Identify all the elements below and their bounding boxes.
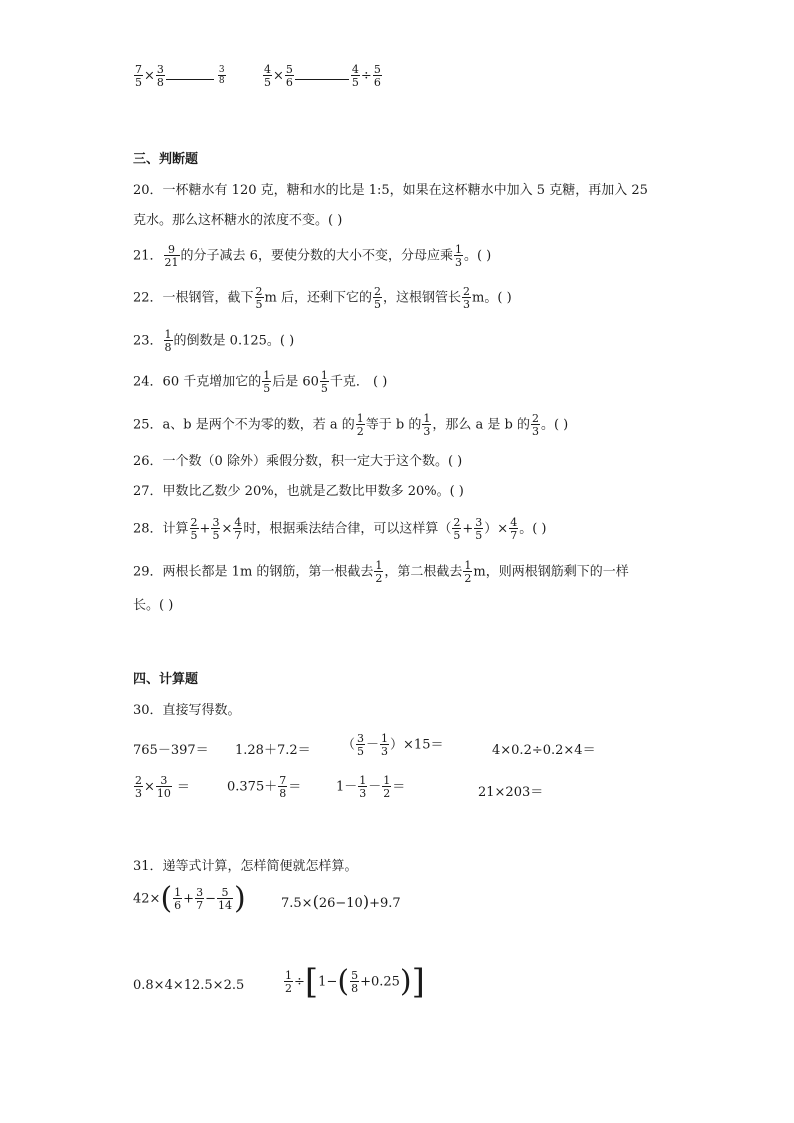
fraction: $\frac{2}{3}$ [531, 412, 539, 438]
fraction: $\frac{2}{5}$ [255, 285, 263, 311]
fraction: $\frac{1}{3}$ [423, 412, 431, 438]
calc-fraction-paren: （ $\frac{3}{5}$ － $\frac{1}{3}$ ）×15＝ [342, 732, 444, 758]
fraction: $\frac{1}{3}$ [381, 732, 389, 758]
question-22: 22．一根钢管，截下 $\frac{2}{5}$ m 后，还剩下它的 $\frac{2}{5}$ ，这根钢管长 $\frac{2}{3}$ m。( ) [133, 285, 512, 311]
fraction: $\frac{1}{5}$ [320, 369, 328, 395]
fraction: $\frac{3}{8}$ [156, 63, 164, 89]
fraction: $\frac{5}{8}$ [351, 969, 359, 995]
compare-expr-a: $\frac{7}{5}$ × $\frac{3}{8}$ $\frac{3}{8}$ [135, 63, 225, 89]
calc-0.375-plus: 0.375＋ $\frac{7}{8}$ ＝ [227, 774, 302, 800]
fraction: $\frac{3}{5}$ [357, 732, 365, 758]
question-31-title: 31．递等式计算，怎样简便就怎样算。 [133, 859, 358, 874]
question-30-title: 30．直接写得数。 [133, 703, 241, 718]
fraction: $\frac{3}{5}$ [475, 516, 483, 542]
calc-21x203: 21×203＝ [478, 785, 544, 800]
fraction: $\frac{1}{2}$ [383, 774, 391, 800]
calc-0.8x4x12.5x2.5: 0.8×4×12.5×2.5 [133, 978, 245, 993]
calc-2-3-times-3-10: $\frac{2}{3}$ × $\frac{3}{10}$ ＝ [135, 774, 190, 800]
fraction: $\frac{5}{6}$ [285, 63, 293, 89]
fraction: $\frac{1}{2}$ [285, 969, 292, 995]
answer-blank[interactable] [295, 79, 349, 80]
fraction: $\frac{7}{5}$ [135, 63, 142, 89]
fraction: $\frac{5}{6}$ [373, 63, 381, 89]
fraction: $\frac{1}{3}$ [359, 774, 367, 800]
fraction: $\frac{2}{3}$ [135, 774, 142, 800]
question-21: 21． $\frac{9}{21}$ 的分子减去 6，要使分数的大小不变，分母应乘 $\frac{1}{3}$ 。( ) [133, 243, 492, 269]
fraction: $\frac{7}{8}$ [279, 774, 287, 800]
fraction: $\frac{5}{14}$ [217, 886, 232, 912]
fraction: $\frac{2}{5}$ [453, 516, 461, 542]
fraction: $\frac{3}{5}$ [212, 516, 220, 542]
question-20-line2: 克水。那么这杯糖水的浓度不变。( ) [133, 213, 343, 228]
fraction: $\frac{1}{2}$ [464, 559, 472, 585]
fraction: $\frac{3}{8}$ [218, 65, 225, 86]
section-heading-calculation: 四、计算题 [133, 672, 199, 687]
calc-half-div-bracket: $\frac{1}{2}$ ÷[1−( $\frac{5}{8}$ +0.25)] [285, 962, 425, 1002]
fraction: $\frac{4}{7}$ [234, 516, 242, 542]
section-heading-judgment: 三、判断题 [133, 152, 199, 167]
fraction: $\frac{2}{3}$ [463, 285, 471, 311]
fraction: $\frac{3}{7}$ [196, 886, 204, 912]
fraction: $\frac{1}{6}$ [174, 886, 182, 912]
calc-1-minus-fractions: 1－ $\frac{1}{3}$ － $\frac{1}{2}$ ＝ [336, 774, 406, 800]
fraction: $\frac{1}{2}$ [356, 412, 364, 438]
fraction: $\frac{4}{7}$ [510, 516, 518, 542]
fraction: $\frac{9}{21}$ [164, 243, 179, 269]
question-23: 23． $\frac{1}{8}$ 的倒数是 0.125。( ) [133, 328, 295, 354]
question-20-line1: 20．一杯糖水有 120 克，糖和水的比是 1:5，如果在这杯糖水中加入 5 克糖，再加入 25 [133, 183, 648, 198]
question-27: 27．甲数比乙数少 20%，也就是乙数比甲数多 20%。( ) [133, 484, 464, 499]
answer-blank[interactable] [166, 79, 214, 80]
fraction: $\frac{3}{10}$ [156, 774, 171, 800]
question-29: 29．两根长都是 1m 的钢筋，第一根截去 $\frac{1}{2}$ ，第二根截去 $\frac{1}{2}$ m，则两根钢筋剩下的一样 [133, 559, 629, 585]
fraction: $\frac{1}{2}$ [375, 559, 383, 585]
compare-expr-b: $\frac{4}{5}$ × $\frac{5}{6}$ $\frac{4}{5}$ ÷ $\frac{5}{6}$ [264, 63, 381, 89]
fraction: $\frac{4}{5}$ [351, 63, 359, 89]
calc-42-times-paren: 42×( $\frac{1}{6}$ + $\frac{3}{7}$ − $\frac{5}{14}$ ) [133, 881, 246, 916]
question-25: 25．a、b 是两个不为零的数，若 a 的 $\frac{1}{2}$ 等于 b 的 $\frac{1}{3}$ ，那么 a 是 b 的 $\frac{2}{3}$ 。( ) [133, 412, 569, 438]
calc-4x0.2: 4×0.2÷0.2×4＝ [492, 743, 596, 758]
question-26: 26．一个数（0 除外）乘假分数，积一定大于这个数。( ) [133, 454, 463, 469]
fraction: $\frac{1}{5}$ [263, 369, 271, 395]
fraction: $\frac{1}{3}$ [454, 243, 462, 269]
fraction: $\frac{4}{5}$ [264, 63, 271, 89]
fraction: $\frac{2}{5}$ [374, 285, 382, 311]
question-28: 28．计算 $\frac{2}{5}$ + $\frac{3}{5}$ × $\frac{4}{7}$ 时，根据乘法结合律，可以这样算（ $\frac{2}{5}$ + $\frac{3}{5}$ ）× $\frac{4}{7}$ 。( ) [133, 516, 547, 542]
question-24: 24．60 千克增加它的 $\frac{1}{5}$ 后是 60 $\frac{1}{5}$ 千克． ( ) [133, 369, 388, 395]
fraction: $\frac{1}{8}$ [164, 328, 172, 354]
calc-1.28-7.2: 1.28＋7.2＝ [235, 743, 311, 758]
calc-765-397: 765－397＝ [133, 743, 209, 758]
fraction: $\frac{2}{5}$ [190, 516, 198, 542]
calc-7.5-times: 7.5×(26−10)+9.7 [281, 892, 401, 911]
question-29-line2: 长。( ) [133, 598, 174, 613]
